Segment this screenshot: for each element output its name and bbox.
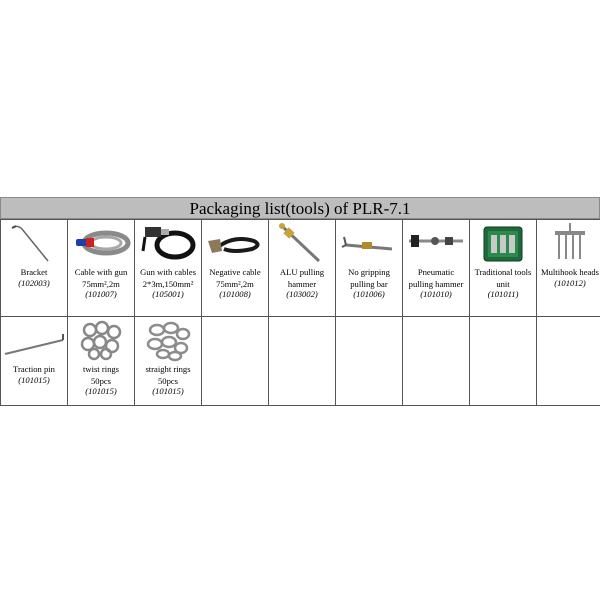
- packaging-list: [0, 197, 600, 406]
- table-row: [1, 317, 600, 406]
- multihook-heads-icon: [537, 220, 600, 266]
- tool-code: (101012): [554, 277, 586, 288]
- negative-cable-icon: [202, 220, 268, 266]
- tool-cell: [1, 220, 68, 317]
- tool-code: (101007): [85, 289, 117, 299]
- tool-name: Traditional tools: [474, 267, 532, 277]
- gun-with-cables-icon: [135, 220, 201, 266]
- pneumatic-pulling-hammer-icon: [403, 220, 469, 266]
- tool-spec: 75mm²,2m: [216, 278, 254, 289]
- tool-cell: [68, 220, 135, 317]
- tool-cell: [336, 220, 403, 317]
- twist-rings-icon: [68, 317, 134, 363]
- empty-cell: [336, 317, 403, 406]
- table-row: [1, 220, 600, 317]
- tool-code: (101015): [18, 374, 50, 385]
- tool-spec: 50pcs: [90, 375, 112, 386]
- alu-pulling-hammer-icon: [269, 220, 335, 266]
- tool-name: Pneumatic: [417, 267, 455, 277]
- tool-name: straight rings: [145, 364, 191, 374]
- tool-cell: [403, 220, 470, 317]
- tool-spec: unit: [496, 278, 510, 289]
- bracket-icon: [1, 220, 67, 266]
- gripping-pulling-bar-icon: [336, 220, 402, 266]
- empty-cell: [202, 317, 269, 406]
- tool-code: (101008): [219, 289, 251, 299]
- tool-name: No gripping: [348, 267, 390, 277]
- tool-code: (101015): [152, 386, 184, 396]
- tool-cell: [269, 220, 336, 317]
- tool-name: Multihook heads: [540, 267, 599, 277]
- empty-cell: [269, 317, 336, 406]
- tool-cell: [470, 220, 537, 317]
- tool-cell: [202, 220, 269, 317]
- page-title: Packaging list(tools) of PLR-7.1: [0, 197, 600, 219]
- tool-name: Gun with cables: [140, 267, 196, 277]
- tools-table: [0, 219, 600, 406]
- tool-spec: pulling bar: [350, 278, 388, 289]
- empty-cell: [537, 317, 600, 406]
- empty-cell: [470, 317, 537, 406]
- traction-pin-icon: [1, 317, 67, 363]
- tool-code: (101010): [420, 289, 452, 299]
- tool-spec: 75mm²,2m: [82, 278, 120, 289]
- tool-code: (102003): [18, 277, 50, 288]
- tool-cell: [68, 317, 135, 406]
- tool-cell: [537, 220, 600, 317]
- tool-code: (105001): [152, 289, 184, 299]
- tool-name: Bracket: [20, 267, 48, 277]
- tool-spec: 50pcs: [157, 375, 179, 386]
- tool-name: ALU pulling: [279, 267, 325, 277]
- tool-case-icon: [470, 220, 536, 266]
- tool-spec: hammer: [287, 278, 317, 289]
- tool-cell: [135, 220, 202, 317]
- tool-cell: [1, 317, 68, 406]
- tool-code: (103002): [286, 289, 318, 299]
- tool-code: (101015): [85, 386, 117, 396]
- tool-code: (101006): [353, 289, 385, 299]
- cable-with-gun-icon: [68, 220, 134, 266]
- tool-spec: 2*3m,150mm²: [142, 278, 194, 289]
- tool-name: twist rings: [82, 364, 120, 374]
- tool-spec: pulling hammer: [408, 278, 464, 289]
- tool-code: (101011): [487, 289, 519, 299]
- straight-rings-icon: [135, 317, 201, 363]
- tool-name: Negative cable: [209, 267, 261, 277]
- tool-name: Traction pin: [13, 364, 55, 374]
- tool-name: Cable with gun: [74, 267, 128, 277]
- tool-cell: [135, 317, 202, 406]
- empty-cell: [403, 317, 470, 406]
